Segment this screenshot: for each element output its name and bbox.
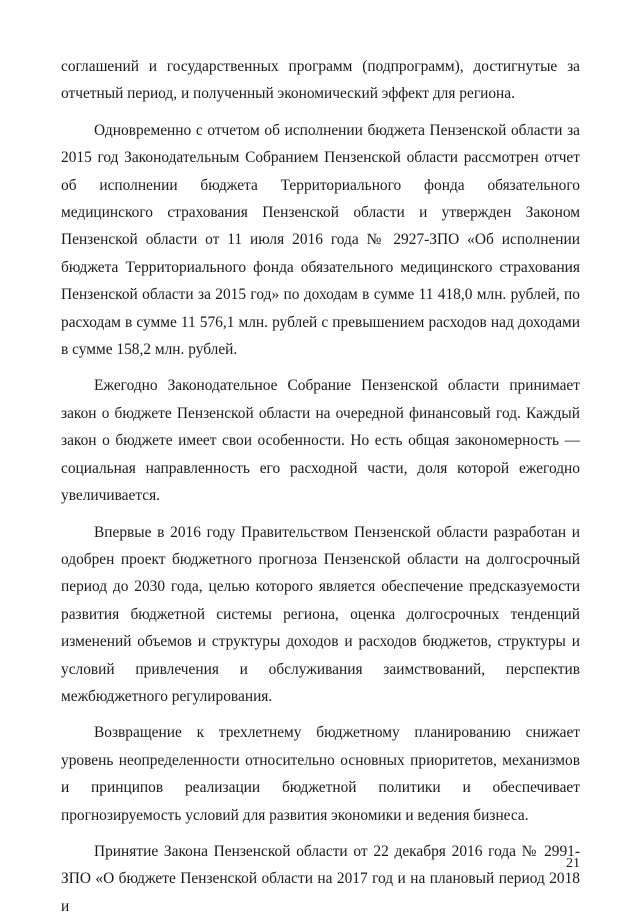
paragraph-budget-forecast: Впервые в 2016 году Правительством Пензенской области разработан и одобрен проект бюджетного прогноза Пензенской области на долгосрочный период до 2030 года, целью которого является обеспечение предсказуемости развития бюджетной системы региона, оценка долгосрочных тенденций изменений объемов и структуры доходов и расходов бюджетов, структуры и условий привлечения и обслуживания заимствований, перспектив межбюджетного регулирования. (61, 523, 580, 705)
paragraph-law-adoption: Принятие Закона Пензенской области от 22 декабря 2016 года № 2991-ЗПО «О бюджете Пензенской области на 2017 год и на плановый период 2018 и (61, 842, 580, 915)
paragraph-budget-report: Одновременно с отчетом об исполнении бюджета Пензенской области за 2015 год Законодательным Собранием Пензенской области рассмотрен отчет об исполнении бюджета Территориального фонда обязательного медицинского страхования Пензенской области и утвержден Законом Пензенской области от 11 июля 2016 года № 2927-ЗПО «Об исполнении бюджета Территориального фонда обязательного медицинского страхования Пензенской области за 2015 год» по доходам в сумме 11 418,0 млн. рублей, по расходам в сумме 11 576,1 млн. рублей с превышением расходов над доходами в сумме 158,2 млн. рублей. (61, 121, 580, 359)
page-number: 21 (566, 856, 580, 871)
paragraph-three-year-planning: Возвращение к трехлетнему бюджетному планированию снижает уровень неопределенности относительно основных приоритетов, механизмов и принципов реализации бюджетной политики и обеспечивает прогнозируемость условий для развития экономики и ведения бизнеса. (61, 724, 580, 824)
paragraph-annual-budget-law: Ежегодно Законодательное Собрание Пензенской области принимает закон о бюджете Пензенской области на очередной финансовый год. Каждый закон о бюджете имеет свои особенности. Но есть общая закономерность — социальная направленность его расходной части, доля которой ежегодно увеличивается. (61, 377, 580, 505)
page-body (61, 53, 580, 920)
paragraph-continuation: соглашений и государственных программ (подпрограмм), достигнутые за отчетный период, и полученный экономический эффект для региона. (61, 58, 580, 103)
